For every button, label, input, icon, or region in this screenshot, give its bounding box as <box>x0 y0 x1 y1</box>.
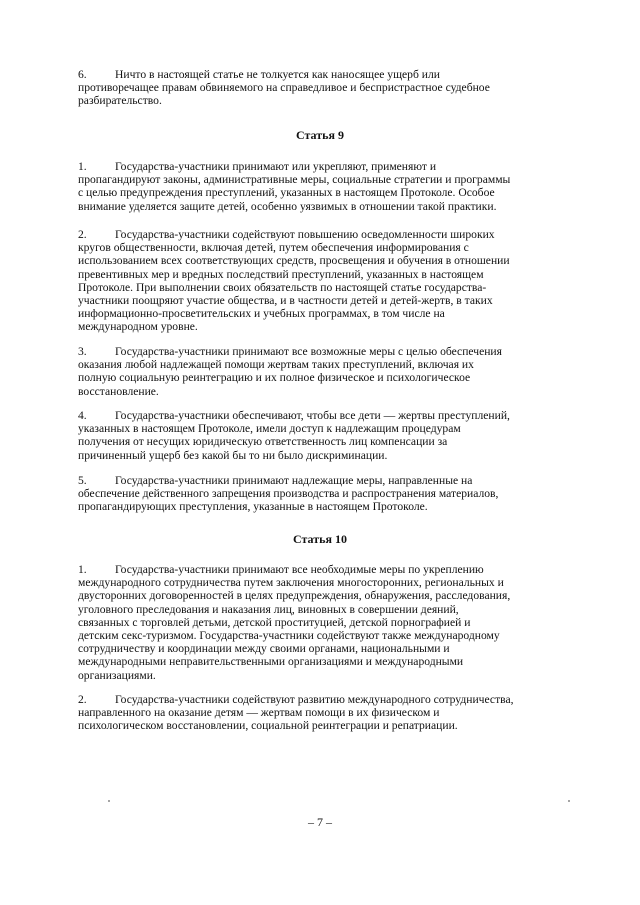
paragraph-line: Государства-участники обеспечивают, чтобы все дети — жертвы преступлений, <box>115 409 510 422</box>
paragraph-line: двусторонних договоренностей в целях предупреждения, обнаружения, расследования, <box>78 589 511 603</box>
paragraph-6 <box>78 68 566 108</box>
paragraph-line: указанных в настоящем Протоколе, имели доступ к надлежащим процедурам <box>78 422 461 436</box>
paragraph-line: направленного на оказание детям — жертвам помощи в их физическом и <box>78 706 440 720</box>
paragraph-line: международными неправительственными организациями и международными <box>78 655 464 669</box>
paragraph-line: Ничто в настоящей статье не толкуется как наносящее ущерб или <box>115 68 440 81</box>
paragraph-line: кругов общественности, включая детей, путем обеспечения информирования с <box>78 241 469 255</box>
paragraph-line: полную социальную реинтеграцию и их полное физическое и психологическое <box>78 371 471 385</box>
paragraph-line: уголовного преследования и наказания лиц, виновных в совершении деяний, <box>78 602 459 616</box>
article-9-paragraph-2 <box>78 228 566 334</box>
paragraph-line: причиненный ущерб без какой бы то ни было дискриминации. <box>78 448 388 462</box>
paragraph-line: Протоколе. При выполнении своих обязательств по настоящей статье государства- <box>78 280 487 294</box>
article-10-paragraph-2 <box>78 693 566 733</box>
paragraph-number: 5. <box>78 474 87 487</box>
paragraph-number: 2. <box>78 693 87 706</box>
scan-speck <box>108 800 110 802</box>
paragraph-number: 4. <box>78 409 87 422</box>
paragraph-line: связанных с торговлей детьми, детской проституцией, детской порнографией и <box>78 615 471 629</box>
paragraph-line: оказания любой надлежащей помощи жертвам таких преступлений, включая их <box>78 358 474 372</box>
paragraph-line: восстановление. <box>78 384 159 398</box>
paragraph-number: 6. <box>78 68 87 81</box>
paragraph-line: Государства-участники принимают все возможные меры с целью обеспечения <box>115 345 502 358</box>
paragraph-line: пропагандируют законы, административные меры, социальные стратегии и программы <box>78 173 511 187</box>
paragraph-line: психологическом восстановлении, социальной реинтеграции и репатриации. <box>78 719 458 733</box>
paragraph-line: детским секс-туризмом. Государства-участники содействуют также международному <box>78 629 500 643</box>
article-9-paragraph-3 <box>78 345 566 398</box>
paragraph-line: с целью предупреждения преступлений, указанных в настоящем Протоколе. Особое <box>78 186 495 200</box>
paragraph-line: Государства-участники содействуют повышению осведомленности широких <box>115 228 495 241</box>
paragraph-line: получения от несущих юридическую ответственность лиц компенсации за <box>78 435 448 449</box>
paragraph-number: 1. <box>78 160 87 173</box>
paragraph-line: участники поощряют участие общества, и в частности детей и детей-жертв, в таких <box>78 294 493 308</box>
paragraph-line: внимание уделяется защите детей, особенно уязвимых в отношении такой практики. <box>78 199 497 213</box>
paragraph-line: обеспечение действенного запрещения производства и распространения материалов, <box>78 487 499 501</box>
scan-speck <box>568 800 570 802</box>
paragraph-line: превентивных мер и вредных последствий преступлений, указанных в настоящем <box>78 267 484 281</box>
paragraph-line: Государства-участники принимают надлежащие меры, направленные на <box>115 474 473 487</box>
paragraph-line: Государства-участники содействуют развитию международного сотрудничества, <box>115 693 514 706</box>
paragraph-line: пропагандирующих преступления, указанные в настоящем Протоколе. <box>78 500 428 514</box>
paragraph-number: 2. <box>78 228 87 241</box>
paragraph-line: организациями. <box>78 668 156 682</box>
article-9-paragraph-5 <box>78 474 566 514</box>
paragraph-number: 3. <box>78 345 87 358</box>
article-9-paragraph-4 <box>78 409 566 462</box>
paragraph-line: информационно-просветительских и учебных программах, в том числе на <box>78 307 445 321</box>
article-9-heading: Статья 9 <box>296 128 344 142</box>
paragraph-line: использованием всех соответствующих средств, просвещения и обучения в отношении <box>78 254 510 268</box>
article-9-paragraph-1 <box>78 160 566 213</box>
paragraph-number: 1. <box>78 563 87 576</box>
paragraph-line: Государства-участники принимают все необходимые меры по укреплению <box>115 563 484 576</box>
article-10-paragraph-1 <box>78 563 566 682</box>
paragraph-line: разбирательство. <box>78 94 162 108</box>
paragraph-line: Государства-участники принимают или укрепляют, применяют и <box>115 160 437 173</box>
paragraph-line: международном уровне. <box>78 320 198 334</box>
paragraph-line: международного сотрудничества путем заключения многосторонних, региональных и <box>78 576 504 590</box>
paragraph-line: противоречащее правам обвиняемого на справедливое и беспристрастное судебное <box>78 81 490 95</box>
page-number: – 7 – <box>308 815 332 829</box>
article-10-heading: Статья 10 <box>293 532 347 546</box>
paragraph-line: сотрудничеству и координации между своими органами, национальными и <box>78 642 450 656</box>
